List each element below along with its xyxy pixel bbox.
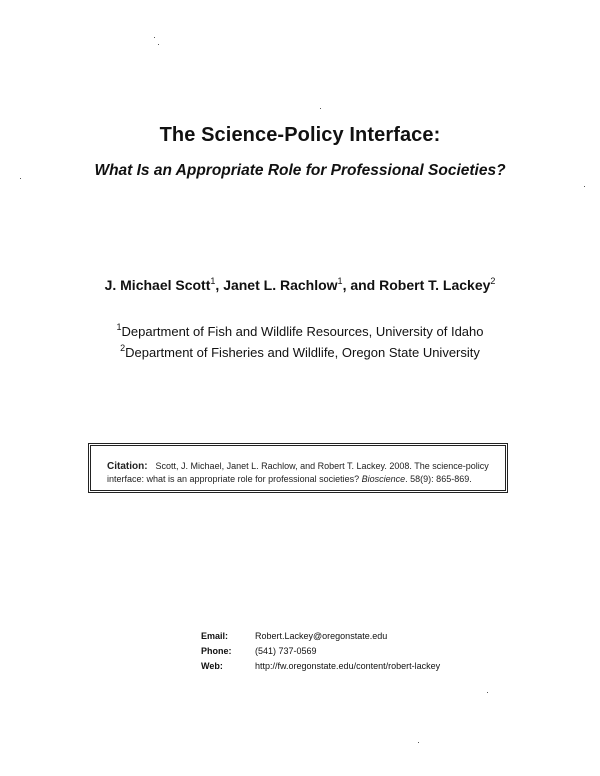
document-title: The Science-Policy Interface: <box>159 124 441 146</box>
citation-text <box>107 460 499 485</box>
author-separator: , and <box>342 277 380 293</box>
author-name: J. Michael Scott <box>104 277 211 293</box>
author-separator: , <box>215 277 224 293</box>
web-label: Web: <box>201 661 223 671</box>
citation-body: Scott, J. Michael, Janet L. Rachlow, and Robert T. Lackey. 2008. The science-policy interface: what is an appropriate role for professional societies? <box>107 461 489 484</box>
scan-speck <box>154 37 155 38</box>
affiliation-line <box>0 345 600 360</box>
contact-phone-row <box>201 644 440 659</box>
author-line <box>0 277 600 293</box>
affiliation-line <box>0 324 600 339</box>
scan-speck <box>158 44 159 45</box>
email-link[interactable]: Robert.Lackey@oregonstate.edu <box>255 631 388 641</box>
web-link[interactable]: http://fw.oregonstate.edu/content/robert-lackey <box>255 661 441 671</box>
affiliation-mark: 1 <box>116 322 122 332</box>
scan-speck <box>584 186 585 187</box>
scan-speck <box>418 742 419 743</box>
citation-label: Citation: <box>107 461 148 472</box>
affiliation-mark: 2 <box>120 343 126 353</box>
citation-box <box>88 443 508 493</box>
scan-speck <box>320 108 321 109</box>
scan-speck <box>487 692 488 693</box>
affiliation-text: Department of Fisheries and Wildlife, Oregon State University <box>125 345 480 360</box>
phone-value: (541) 737-0569 <box>255 646 317 656</box>
citation-journal: Bioscience <box>361 474 406 484</box>
author-name: Janet L. Rachlow <box>223 277 338 293</box>
contact-block <box>201 629 440 674</box>
author-affiliation-mark: 1 <box>210 276 216 286</box>
affiliation-text: Department of Fish and Wildlife Resources, University of Idaho <box>121 324 484 339</box>
author-affiliation-mark: 2 <box>490 276 496 286</box>
author-affiliation-mark: 1 <box>337 276 343 286</box>
phone-label: Phone: <box>201 646 232 656</box>
contact-web-row <box>201 659 440 674</box>
author-name: Robert T. Lackey <box>379 277 491 293</box>
scan-speck <box>20 178 21 179</box>
email-label: Email: <box>201 631 229 641</box>
document-subtitle: What Is an Appropriate Role for Professional Societies? <box>94 162 506 179</box>
contact-email-row <box>201 629 440 644</box>
citation-volume-pages: . 58(9): 865-869. <box>405 474 472 484</box>
